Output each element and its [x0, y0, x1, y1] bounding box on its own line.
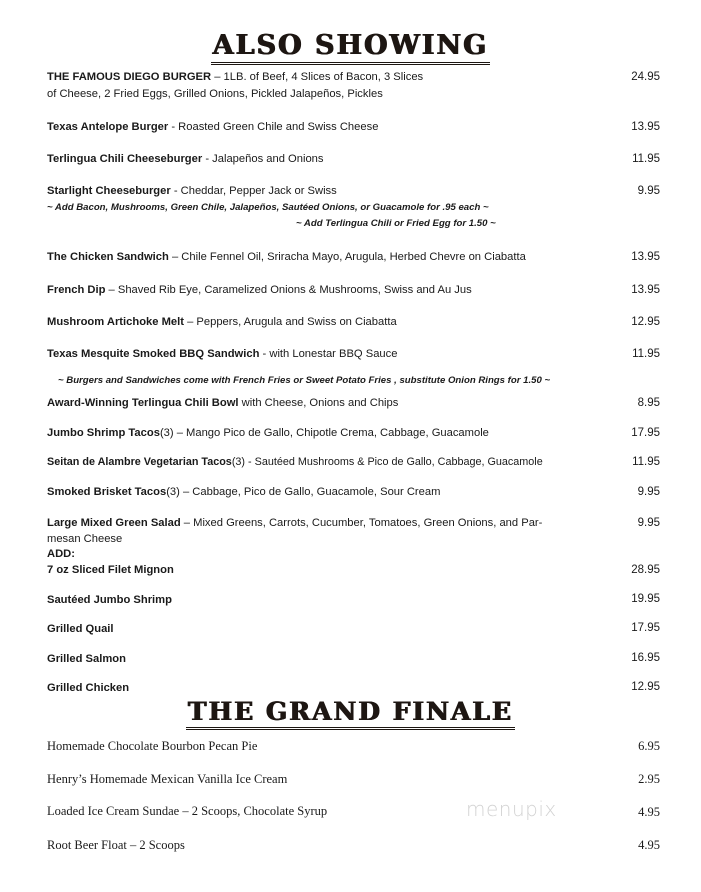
- menu-item-diego-burger: [47, 69, 617, 86]
- dessert-pecan-pie: Homemade Chocolate Bourbon Pecan Pie: [47, 739, 258, 753]
- price-jumbo-shrimp: 19.95: [631, 593, 660, 605]
- addon-filet-mignon: 7 oz Sliced Filet Mignon: [47, 564, 174, 576]
- menu-item-green-salad-desc-2: mesan Cheese: [47, 533, 123, 545]
- addon-jumbo-shrimp: Sautéed Jumbo Shrimp: [47, 594, 172, 606]
- menu-item-french-dip: French Dip – Shaved Rib Eye, Caramelized Onions & Mushrooms, Swiss and Au Jus: [47, 284, 472, 296]
- price-terlingua-cheeseburger: 11.95: [632, 153, 660, 165]
- price-green-salad: 9.95: [637, 517, 660, 529]
- price-chicken-sandwich: 13.95: [631, 251, 660, 263]
- menu-item-brisket-tacos: Smoked Brisket Tacos(3) – Cabbage, Pico de Gallo, Guacamole, Sour Cream: [47, 486, 441, 498]
- price-ice-cream-sundae: 4.95: [638, 805, 660, 819]
- price-antelope-burger: 13.95: [631, 121, 660, 133]
- starlight-chili-egg-note: ~ Add Terlingua Chili or Fried Egg for 1.50 ~: [296, 218, 496, 229]
- sides-note: ~ Burgers and Sandwiches come with French Fries or Sweet Potato Fries , substitute Onion Rings for 1.50 ~: [58, 375, 551, 386]
- price-shrimp-tacos: 17.95: [631, 427, 660, 439]
- menu-item-diego-burger-desc-2: of Cheese, 2 Fried Eggs, Grilled Onions, Pickled Jalapeños, Pickles: [47, 88, 383, 100]
- price-chili-bowl: 8.95: [637, 397, 660, 409]
- item-desc: – 1LB. of Beef, 4 Slices of Bacon, 3 Slices: [211, 71, 424, 83]
- menu-item-terlingua-cheeseburger: Terlingua Chili Cheeseburger - Jalapeños and Onions: [47, 153, 324, 165]
- price-diego-burger: 24.95: [631, 71, 660, 83]
- price-bbq-sandwich: 11.95: [632, 348, 660, 360]
- price-starlight-cheeseburger: 9.95: [637, 185, 660, 197]
- grand-finale-heading: THE GRAND FINALE: [0, 697, 701, 726]
- menu-item-chili-bowl: Award-Winning Terlingua Chili Bowl with Cheese, Onions and Chips: [47, 397, 399, 409]
- menu-item-mushroom-melt: Mushroom Artichoke Melt – Peppers, Arugula and Swiss on Ciabatta: [47, 316, 397, 328]
- item-name: THE FAMOUS DIEGO BURGER: [47, 71, 212, 83]
- addon-grilled-salmon: Grilled Salmon: [47, 653, 126, 665]
- price-grilled-chicken: 12.95: [631, 681, 660, 693]
- menu-item-seitan-tacos: Seitan de Alambre Vegetarian Tacos(3) - Sautéed Mushrooms & Pico de Gallo, Cabbage, Guacamole: [47, 456, 543, 468]
- dessert-root-beer-float: Root Beer Float – 2 Scoops: [47, 838, 185, 852]
- menu-item-shrimp-tacos: Jumbo Shrimp Tacos(3) – Mango Pico de Gallo, Chipotle Crema, Cabbage, Guacamole: [47, 427, 489, 439]
- price-seitan-tacos: 11.95: [632, 456, 660, 468]
- price-grilled-salmon: 16.95: [631, 652, 660, 664]
- menu-item-starlight-cheeseburger: Starlight Cheeseburger - Cheddar, Pepper Jack or Swiss: [47, 185, 337, 197]
- also-showing-heading: ALSO SHOWING: [0, 30, 701, 61]
- price-grilled-quail: 17.95: [631, 622, 660, 634]
- menu-item-antelope-burger: Texas Antelope Burger - Roasted Green Chile and Swiss Cheese: [47, 121, 379, 133]
- price-root-beer-float: 4.95: [638, 838, 660, 852]
- add-label: ADD:: [47, 548, 75, 560]
- price-french-dip: 13.95: [631, 284, 660, 296]
- addon-grilled-chicken: Grilled Chicken: [47, 682, 130, 694]
- addon-grilled-quail: Grilled Quail: [47, 623, 114, 635]
- price-brisket-tacos: 9.95: [637, 486, 660, 498]
- dessert-vanilla-ice-cream: Henry’s Homemade Mexican Vanilla Ice Cream: [47, 772, 288, 786]
- starlight-addons-note: ~ Add Bacon, Mushrooms, Green Chile, Jalapeños, Sautéed Onions, or Guacamole for .95 each ~: [47, 202, 489, 213]
- price-pecan-pie: 6.95: [638, 739, 660, 753]
- price-mushroom-melt: 12.95: [631, 316, 660, 328]
- price-vanilla-ice-cream: 2.95: [638, 772, 660, 786]
- menu-item-chicken-sandwich: The Chicken Sandwich – Chile Fennel Oil, Sriracha Mayo, Arugula, Herbed Chevre on Ciabatta: [47, 251, 526, 263]
- menu-item-green-salad: Large Mixed Green Salad – Mixed Greens, Carrots, Cucumber, Tomatoes, Green Onions, and Par-: [47, 517, 543, 529]
- dessert-ice-cream-sundae: Loaded Ice Cream Sundae – 2 Scoops, Chocolate Syrup: [47, 804, 328, 818]
- menu-item-bbq-sandwich: Texas Mesquite Smoked BBQ Sandwich - with Lonestar BBQ Sauce: [47, 348, 398, 360]
- menupix-watermark: menupix: [466, 797, 557, 821]
- price-filet-mignon: 28.95: [631, 564, 660, 576]
